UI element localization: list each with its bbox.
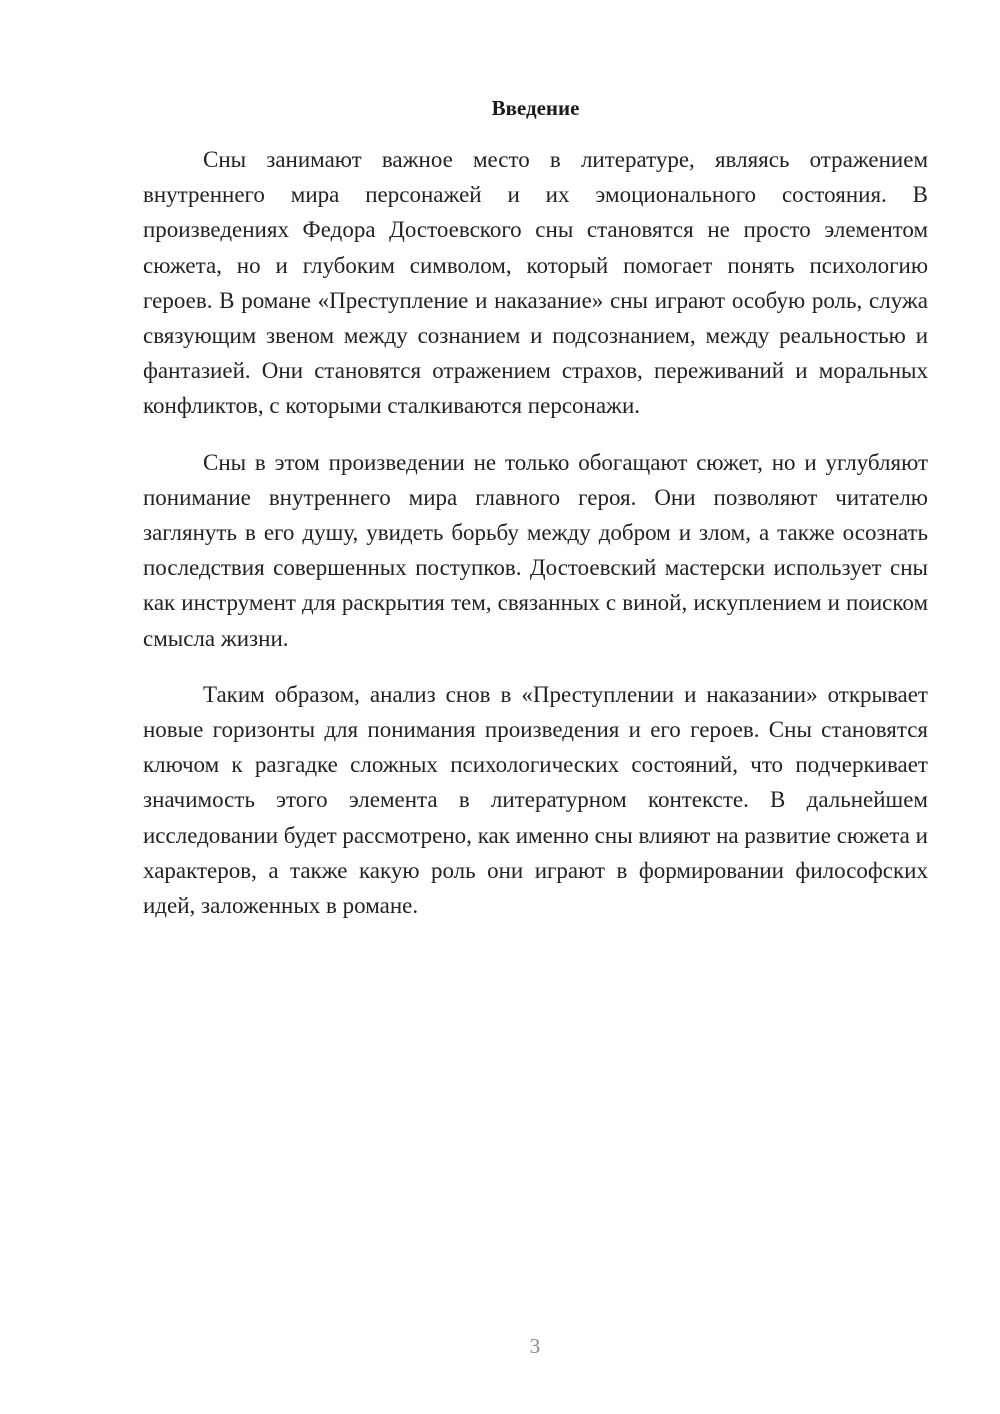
paragraph-3: Таким образом, анализ снов в «Преступлении и наказании» открывает новые горизонты для понимания произведения и его героев. Сны становятся ключом к разгадке сложных психологических состояний, что подчеркивает значимость этого элемента в литературном контексте. В дальнейшем исследовании будет рассмотрено, как именно сны влияют на развитие сюжета и характеров, а также какую роль они играют в формировании философских идей, заложенных в романе. [143,681,928,919]
page-number: 3 [529,1334,541,1358]
paragraph-1: Сны занимают важное место в литературе, являясь отражением внутреннего мира персонажей и их эмоционального состояния. В произведениях Федора Достоевского сны становятся не просто элементом сюжета, но и глубоким символом, который помогает понять психологию героев. В романе «Преступление и наказание» сны играют особую роль, служа связующим звеном между сознанием и подсознанием, между реальностью и фантазией. Они становятся отражением страхов, переживаний и моральных конфликтов, с которыми сталкиваются персонажи. [143,147,928,419]
body-text [143,142,928,944]
paragraph-2: Сны в этом произведении не только обогащают сюжет, но и углубляют понимание внутреннего мира главного героя. Они позволяют читателю заглянуть в его душу, увидеть борьбу между добром и злом, а также осознать последствия совершенных поступков. Достоевский мастерски использует сны как инструмент для раскрытия тем, связанных с виной, искуплением и поиском смысла жизни. [143,449,928,651]
section-heading: Введение [491,96,580,120]
